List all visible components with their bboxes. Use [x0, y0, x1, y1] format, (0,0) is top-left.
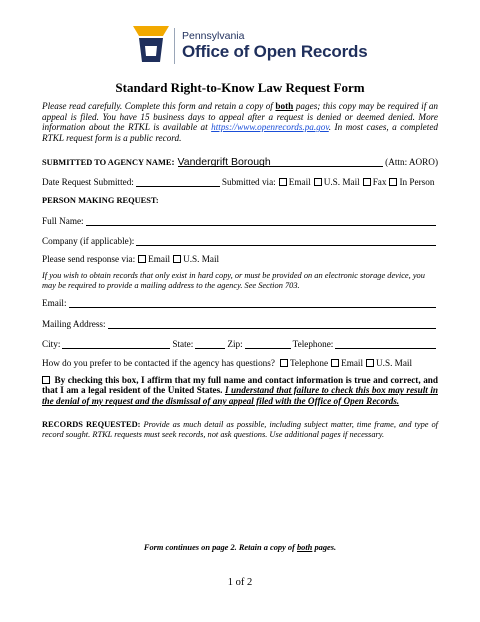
rtkl-link[interactable]: https://www.openrecords.pa.gov	[211, 122, 329, 133]
agency-label: SUBMITTED TO AGENCY NAME	[42, 158, 172, 167]
date-field[interactable]	[136, 177, 220, 187]
contact-phone-label: Telephone	[289, 358, 329, 368]
response-label: Please send response via:	[42, 254, 136, 264]
page-number: 1 of 2	[227, 577, 253, 588]
affirm-checkbox[interactable]	[42, 376, 50, 384]
agency-name-value: Vandergrift Borough	[177, 156, 271, 168]
agency-colon: :	[171, 157, 175, 167]
state-label: State:	[172, 339, 194, 349]
intro-text-1: Please read carefully. Complete this form and retain a copy of	[42, 101, 276, 111]
email-label: Email:	[42, 298, 67, 308]
contact-email-checkbox[interactable]	[331, 359, 339, 367]
agency-row	[42, 156, 438, 167]
full-name-row	[42, 216, 438, 226]
company-row	[42, 236, 438, 246]
records-instructions: Provide as much detail as possible, including subject matter, time frame, and type of record sought. RTKL requests must seek records, not ask questions. Use additional pages if necessary.	[42, 420, 439, 439]
records-label: RECORDS REQUESTED:	[42, 420, 141, 429]
via-mail-label: U.S. Mail	[323, 177, 360, 187]
continues-text-1: Form continues on page 2. Retain a copy of	[143, 543, 297, 552]
response-row	[42, 254, 438, 264]
contact-email-label: Email	[341, 358, 364, 368]
logo-office: Office of Open Records	[182, 42, 368, 61]
company-field[interactable]	[136, 236, 436, 246]
continues-note	[0, 543, 480, 552]
intro-text-3: . In most cases, a completed RTKL request form is a public record.	[42, 122, 438, 143]
full-name-label: Full Name:	[42, 216, 84, 226]
contact-label: How do you prefer to be contacted if the agency has questions?	[42, 358, 275, 368]
affirm-text: By checking this box, I affirm that my full name and contact information is true and correct, and that I am a legal resident of the United States.	[42, 375, 439, 396]
state-field[interactable]	[195, 339, 225, 349]
response-mail-checkbox[interactable]	[173, 255, 181, 263]
zip-label: Zip:	[227, 339, 243, 349]
email-field[interactable]	[69, 298, 437, 308]
date-row	[42, 177, 438, 187]
city-row	[42, 339, 438, 349]
email-row	[42, 298, 438, 308]
mailing-label: Mailing Address:	[42, 319, 106, 329]
via-email-label: Email	[288, 177, 311, 187]
response-email-checkbox[interactable]	[138, 255, 146, 263]
ooro-logo	[130, 24, 368, 68]
via-person-label: In Person	[399, 177, 435, 187]
hard-copy-note: If you wish to obtain records that only exist in hard copy, or must be provided on an electronic storage device, you may be required to provide a mailing address to the agency. See Section 703.	[42, 271, 425, 290]
continues-text-2: pages.	[312, 543, 337, 552]
date-label: Date Request Submitted:	[42, 177, 134, 187]
contact-mail-label: U.S. Mail	[376, 358, 413, 368]
zip-field[interactable]	[245, 339, 291, 349]
company-label: Company (if applicable):	[42, 236, 135, 246]
intro-both: both	[275, 101, 294, 111]
via-mail-checkbox[interactable]	[314, 178, 322, 186]
intro-paragraph	[42, 101, 438, 143]
phone-label: Telephone:	[292, 339, 334, 349]
affirm-paragraph	[42, 375, 438, 406]
response-mail-label: U.S. Mail	[183, 254, 220, 264]
city-label: City:	[42, 339, 61, 349]
form-title: Standard Right-to-Know Law Request Form	[115, 80, 365, 95]
contact-phone-checkbox[interactable]	[280, 359, 288, 367]
agency-name-field[interactable]	[178, 156, 384, 167]
continues-both: both	[296, 543, 313, 552]
logo-divider	[174, 28, 175, 64]
phone-field[interactable]	[335, 339, 436, 349]
affirm-warning: I understand that failure to check this box may result in the denial of my request and the dismissal of any appeal filed with the Office of Open Records.	[42, 385, 438, 406]
response-email-label: Email	[148, 254, 171, 264]
via-email-checkbox[interactable]	[279, 178, 287, 186]
mailing-row	[42, 319, 438, 329]
via-label: Submitted via:	[221, 177, 276, 187]
records-requested	[42, 420, 438, 440]
full-name-field[interactable]	[86, 216, 436, 226]
agency-attn: (Attn: AORO)	[385, 157, 438, 167]
mailing-field[interactable]	[108, 319, 436, 329]
contact-mail-checkbox[interactable]	[366, 359, 374, 367]
intro-text-2: pages; this copy may be required if an appeal is filed. You have 15 business days to appeal after a request is denied or deemed denied. More information about the RTKL is available at	[42, 101, 439, 133]
contact-row	[42, 358, 438, 368]
city-field[interactable]	[62, 339, 170, 349]
logo-state: Pennsylvania	[182, 30, 245, 42]
keystone-logo-icon	[130, 24, 172, 66]
via-fax-label: Fax	[372, 177, 387, 187]
person-heading: PERSON MAKING REQUEST:	[42, 196, 159, 205]
via-fax-checkbox[interactable]	[363, 178, 371, 186]
via-person-checkbox[interactable]	[389, 178, 397, 186]
